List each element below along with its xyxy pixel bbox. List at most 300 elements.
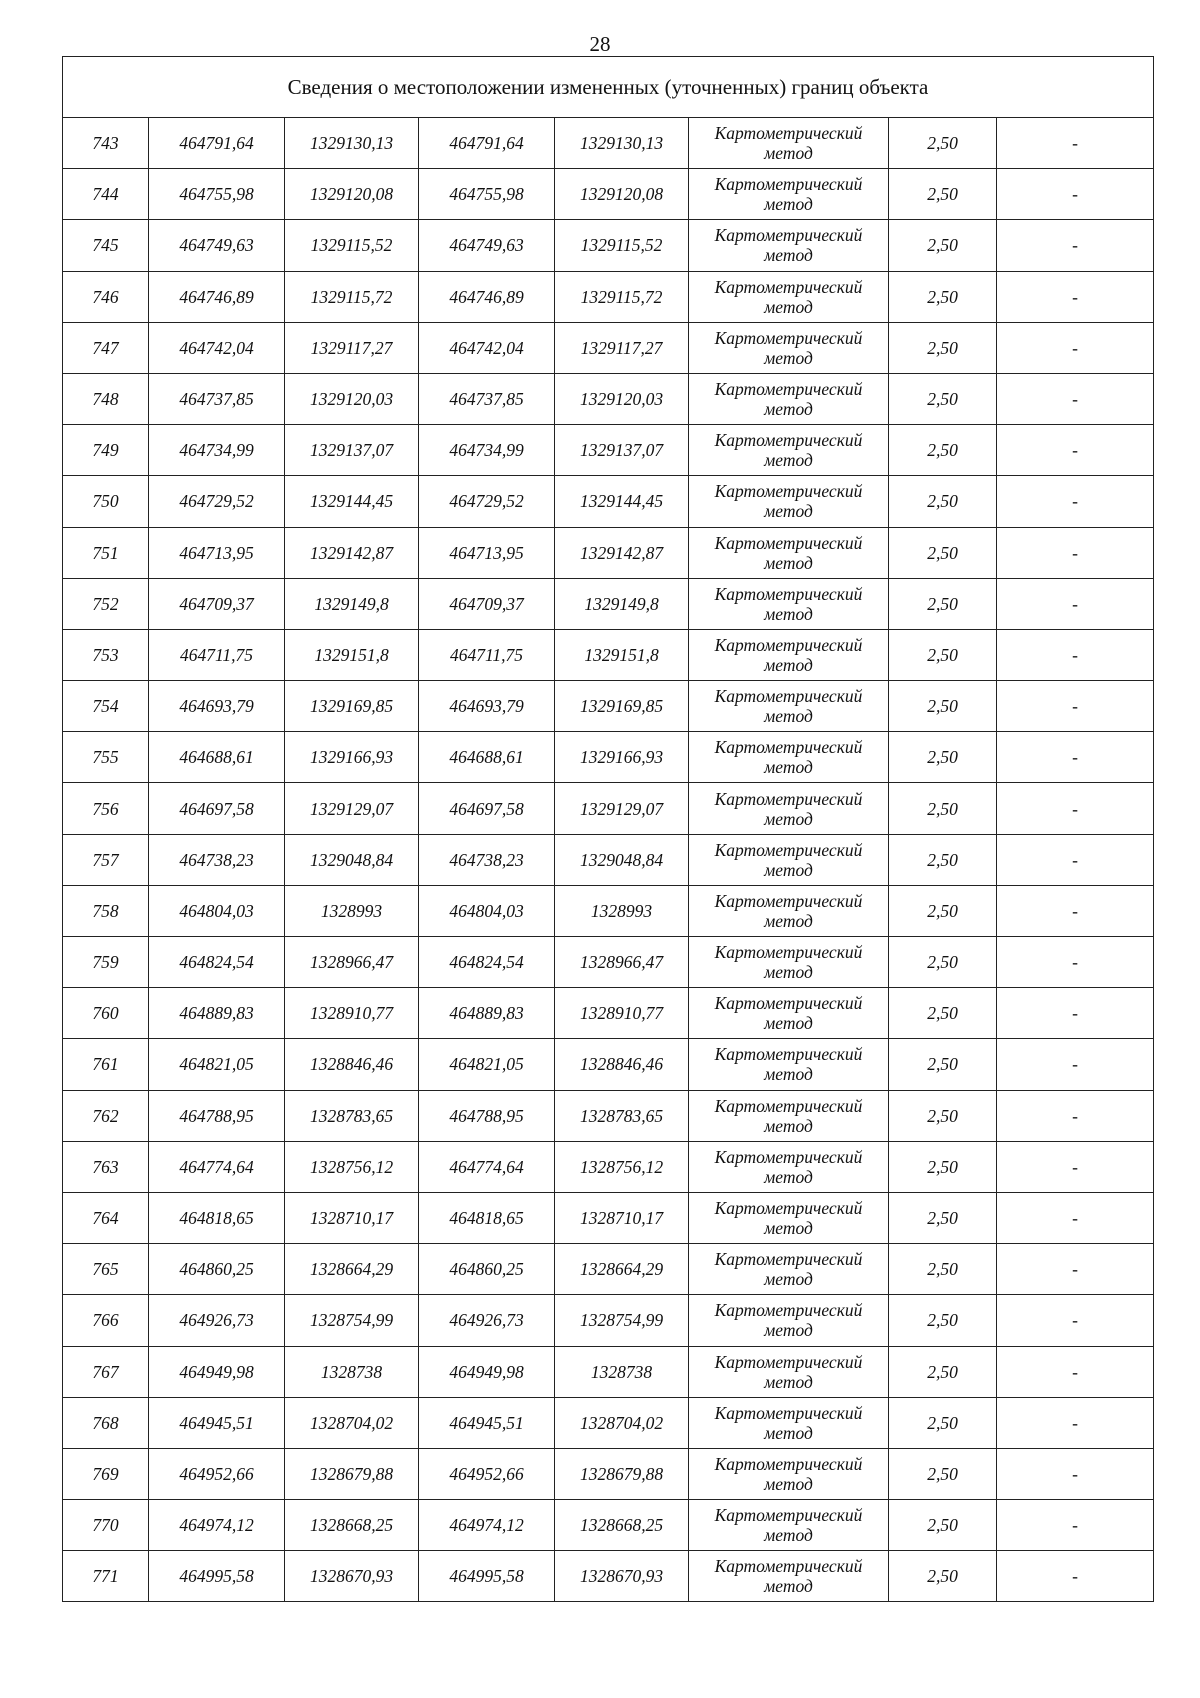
- precision-value: 2,50: [889, 1192, 997, 1243]
- point-number: 769: [63, 1448, 149, 1499]
- method-line-2: метод: [764, 1320, 813, 1341]
- precision-value: 2,50: [889, 476, 997, 527]
- existing-x-coordinate: 464693,79: [149, 681, 285, 732]
- method-line-1: Картометрический: [714, 123, 863, 144]
- point-number: 766: [63, 1295, 149, 1346]
- existing-y-coordinate: 1328679,88: [285, 1448, 419, 1499]
- method-line-2: метод: [764, 1473, 813, 1494]
- existing-y-coordinate: 1328668,25: [285, 1500, 419, 1551]
- refined-y-coordinate: 1328704,02: [555, 1397, 689, 1448]
- existing-y-coordinate: 1328704,02: [285, 1397, 419, 1448]
- refined-x-coordinate: 464737,85: [419, 373, 555, 424]
- refined-y-coordinate: 1328710,17: [555, 1192, 689, 1243]
- table-row: [63, 578, 1154, 629]
- existing-x-coordinate: 464742,04: [149, 322, 285, 373]
- existing-x-coordinate: 464746,89: [149, 271, 285, 322]
- point-number: 747: [63, 322, 149, 373]
- existing-y-coordinate: 1328846,46: [285, 1039, 419, 1090]
- determination-method: [689, 1397, 889, 1448]
- precision-value: 2,50: [889, 271, 997, 322]
- method-line-1: Картометрический: [714, 1402, 863, 1423]
- table-row: [63, 1090, 1154, 1141]
- point-number: 760: [63, 988, 149, 1039]
- refined-x-coordinate: 464749,63: [419, 220, 555, 271]
- point-number: 753: [63, 629, 149, 680]
- table-row: [63, 1141, 1154, 1192]
- precision-value: 2,50: [889, 732, 997, 783]
- existing-x-coordinate: 464709,37: [149, 578, 285, 629]
- method-line-1: Картометрический: [714, 993, 863, 1014]
- table-row: [63, 220, 1154, 271]
- method-line-1: Картометрический: [714, 430, 863, 451]
- determination-method: [689, 220, 889, 271]
- point-number: 764: [63, 1192, 149, 1243]
- point-description: -: [997, 1551, 1154, 1602]
- table-row: [63, 834, 1154, 885]
- refined-y-coordinate: 1329120,03: [555, 373, 689, 424]
- point-description: -: [997, 527, 1154, 578]
- existing-y-coordinate: 1329048,84: [285, 834, 419, 885]
- refined-y-coordinate: 1328668,25: [555, 1500, 689, 1551]
- method-line-1: Картометрический: [714, 379, 863, 400]
- point-description: -: [997, 322, 1154, 373]
- existing-x-coordinate: 464818,65: [149, 1192, 285, 1243]
- determination-method: [689, 1448, 889, 1499]
- method-line-2: метод: [764, 450, 813, 471]
- determination-method: [689, 118, 889, 169]
- point-number: 763: [63, 1141, 149, 1192]
- refined-y-coordinate: 1329117,27: [555, 322, 689, 373]
- point-description: -: [997, 1500, 1154, 1551]
- existing-y-coordinate: 1328664,29: [285, 1244, 419, 1295]
- precision-value: 2,50: [889, 1500, 997, 1551]
- method-line-2: метод: [764, 194, 813, 215]
- point-number: 757: [63, 834, 149, 885]
- point-number: 759: [63, 937, 149, 988]
- precision-value: 2,50: [889, 1039, 997, 1090]
- refined-x-coordinate: 464738,23: [419, 834, 555, 885]
- point-number: 768: [63, 1397, 149, 1448]
- table-row: [63, 988, 1154, 1039]
- existing-y-coordinate: 1329142,87: [285, 527, 419, 578]
- refined-y-coordinate: 1328910,77: [555, 988, 689, 1039]
- determination-method: [689, 1141, 889, 1192]
- method-line-1: Картометрический: [714, 1505, 863, 1526]
- method-line-2: метод: [764, 962, 813, 983]
- determination-method: [689, 783, 889, 834]
- determination-method: [689, 169, 889, 220]
- point-number: 748: [63, 373, 149, 424]
- refined-x-coordinate: 464804,03: [419, 885, 555, 936]
- existing-x-coordinate: 464949,98: [149, 1346, 285, 1397]
- point-description: -: [997, 169, 1154, 220]
- method-line-2: метод: [764, 1576, 813, 1597]
- method-line-1: Картометрический: [714, 737, 863, 758]
- table-row: [63, 783, 1154, 834]
- table-row: [63, 1448, 1154, 1499]
- existing-y-coordinate: 1329130,13: [285, 118, 419, 169]
- point-description: -: [997, 834, 1154, 885]
- table-row: [63, 527, 1154, 578]
- refined-x-coordinate: 464821,05: [419, 1039, 555, 1090]
- precision-value: 2,50: [889, 322, 997, 373]
- point-number: 754: [63, 681, 149, 732]
- refined-x-coordinate: 464860,25: [419, 1244, 555, 1295]
- refined-y-coordinate: 1328670,93: [555, 1551, 689, 1602]
- method-line-2: метод: [764, 654, 813, 675]
- table-row: [63, 937, 1154, 988]
- method-line-2: метод: [764, 1269, 813, 1290]
- determination-method: [689, 988, 889, 1039]
- method-line-1: Картометрический: [714, 276, 863, 297]
- existing-x-coordinate: 464945,51: [149, 1397, 285, 1448]
- point-description: -: [997, 1295, 1154, 1346]
- method-line-1: Картометрический: [714, 942, 863, 963]
- point-description: -: [997, 578, 1154, 629]
- refined-x-coordinate: 464742,04: [419, 322, 555, 373]
- method-line-1: Картометрический: [714, 788, 863, 809]
- determination-method: [689, 322, 889, 373]
- precision-value: 2,50: [889, 1346, 997, 1397]
- table-row: [63, 1346, 1154, 1397]
- precision-value: 2,50: [889, 220, 997, 271]
- determination-method: [689, 1346, 889, 1397]
- determination-method: [689, 578, 889, 629]
- determination-method: [689, 681, 889, 732]
- boundary-coordinates-table: [62, 56, 1154, 1602]
- method-line-1: Картометрический: [714, 1146, 863, 1167]
- precision-value: 2,50: [889, 373, 997, 424]
- point-number: 761: [63, 1039, 149, 1090]
- method-line-1: Картометрический: [714, 1351, 863, 1372]
- method-line-2: метод: [764, 347, 813, 368]
- point-number: 743: [63, 118, 149, 169]
- refined-x-coordinate: 464713,95: [419, 527, 555, 578]
- refined-x-coordinate: 464824,54: [419, 937, 555, 988]
- method-line-2: метод: [764, 399, 813, 420]
- method-line-2: метод: [764, 1525, 813, 1546]
- determination-method: [689, 476, 889, 527]
- refined-x-coordinate: 464889,83: [419, 988, 555, 1039]
- point-description: -: [997, 118, 1154, 169]
- refined-y-coordinate: 1328783,65: [555, 1090, 689, 1141]
- refined-y-coordinate: 1329149,8: [555, 578, 689, 629]
- point-description: -: [997, 1192, 1154, 1243]
- method-line-1: Картометрический: [714, 174, 863, 195]
- point-description: -: [997, 937, 1154, 988]
- refined-x-coordinate: 464734,99: [419, 425, 555, 476]
- refined-x-coordinate: 464709,37: [419, 578, 555, 629]
- refined-y-coordinate: 1328679,88: [555, 1448, 689, 1499]
- refined-y-coordinate: 1328754,99: [555, 1295, 689, 1346]
- method-line-2: метод: [764, 603, 813, 624]
- refined-y-coordinate: 1329151,8: [555, 629, 689, 680]
- point-description: -: [997, 476, 1154, 527]
- precision-value: 2,50: [889, 1295, 997, 1346]
- existing-y-coordinate: 1329117,27: [285, 322, 419, 373]
- method-line-1: Картометрический: [714, 1556, 863, 1577]
- point-description: -: [997, 1141, 1154, 1192]
- point-description: -: [997, 1039, 1154, 1090]
- refined-y-coordinate: 1329142,87: [555, 527, 689, 578]
- method-line-1: Картометрический: [714, 1044, 863, 1065]
- existing-x-coordinate: 464737,85: [149, 373, 285, 424]
- determination-method: [689, 732, 889, 783]
- existing-y-coordinate: 1328756,12: [285, 1141, 419, 1192]
- table-row: [63, 1244, 1154, 1295]
- refined-x-coordinate: 464746,89: [419, 271, 555, 322]
- method-line-2: метод: [764, 757, 813, 778]
- existing-y-coordinate: 1329144,45: [285, 476, 419, 527]
- existing-y-coordinate: 1329151,8: [285, 629, 419, 680]
- table-row: [63, 1551, 1154, 1602]
- precision-value: 2,50: [889, 578, 997, 629]
- table-body: [63, 118, 1154, 1602]
- existing-y-coordinate: 1329120,03: [285, 373, 419, 424]
- method-line-2: метод: [764, 296, 813, 317]
- point-number: 744: [63, 169, 149, 220]
- precision-value: 2,50: [889, 988, 997, 1039]
- method-line-2: метод: [764, 1371, 813, 1392]
- point-description: -: [997, 271, 1154, 322]
- point-description: -: [997, 1448, 1154, 1499]
- point-number: 745: [63, 220, 149, 271]
- table-title: Сведения о местоположении измененных (уточненных) границ объекта: [63, 57, 1154, 118]
- existing-x-coordinate: 464860,25: [149, 1244, 285, 1295]
- refined-y-coordinate: 1329169,85: [555, 681, 689, 732]
- table-row: [63, 373, 1154, 424]
- refined-x-coordinate: 464818,65: [419, 1192, 555, 1243]
- refined-y-coordinate: 1329137,07: [555, 425, 689, 476]
- existing-y-coordinate: 1328993: [285, 885, 419, 936]
- table-row: [63, 732, 1154, 783]
- refined-x-coordinate: 464774,64: [419, 1141, 555, 1192]
- refined-y-coordinate: 1328756,12: [555, 1141, 689, 1192]
- method-line-1: Картометрический: [714, 890, 863, 911]
- existing-x-coordinate: 464749,63: [149, 220, 285, 271]
- refined-y-coordinate: 1329120,08: [555, 169, 689, 220]
- refined-x-coordinate: 464697,58: [419, 783, 555, 834]
- point-description: -: [997, 1090, 1154, 1141]
- existing-x-coordinate: 464821,05: [149, 1039, 285, 1090]
- precision-value: 2,50: [889, 169, 997, 220]
- point-number: 767: [63, 1346, 149, 1397]
- refined-x-coordinate: 464729,52: [419, 476, 555, 527]
- determination-method: [689, 1039, 889, 1090]
- determination-method: [689, 373, 889, 424]
- point-description: -: [997, 1346, 1154, 1397]
- existing-x-coordinate: 464688,61: [149, 732, 285, 783]
- existing-y-coordinate: 1328738: [285, 1346, 419, 1397]
- existing-x-coordinate: 464824,54: [149, 937, 285, 988]
- determination-method: [689, 1244, 889, 1295]
- table-row: [63, 476, 1154, 527]
- existing-x-coordinate: 464974,12: [149, 1500, 285, 1551]
- existing-x-coordinate: 464791,64: [149, 118, 285, 169]
- method-line-2: метод: [764, 1115, 813, 1136]
- existing-y-coordinate: 1329166,93: [285, 732, 419, 783]
- determination-method: [689, 425, 889, 476]
- method-line-2: метод: [764, 245, 813, 266]
- precision-value: 2,50: [889, 1244, 997, 1295]
- point-number: 749: [63, 425, 149, 476]
- precision-value: 2,50: [889, 885, 997, 936]
- existing-x-coordinate: 464926,73: [149, 1295, 285, 1346]
- table-row: [63, 1039, 1154, 1090]
- refined-x-coordinate: 464788,95: [419, 1090, 555, 1141]
- point-number: 752: [63, 578, 149, 629]
- refined-y-coordinate: 1328966,47: [555, 937, 689, 988]
- existing-x-coordinate: 464729,52: [149, 476, 285, 527]
- precision-value: 2,50: [889, 937, 997, 988]
- point-description: -: [997, 885, 1154, 936]
- method-line-1: Картометрический: [714, 686, 863, 707]
- refined-y-coordinate: 1329115,72: [555, 271, 689, 322]
- existing-x-coordinate: 464995,58: [149, 1551, 285, 1602]
- existing-y-coordinate: 1329129,07: [285, 783, 419, 834]
- refined-x-coordinate: 464949,98: [419, 1346, 555, 1397]
- precision-value: 2,50: [889, 118, 997, 169]
- existing-x-coordinate: 464788,95: [149, 1090, 285, 1141]
- table-row: [63, 681, 1154, 732]
- method-line-1: Картометрический: [714, 1300, 863, 1321]
- method-line-2: метод: [764, 706, 813, 727]
- existing-x-coordinate: 464713,95: [149, 527, 285, 578]
- existing-x-coordinate: 464697,58: [149, 783, 285, 834]
- existing-x-coordinate: 464755,98: [149, 169, 285, 220]
- method-line-1: Картометрический: [714, 1249, 863, 1270]
- determination-method: [689, 1500, 889, 1551]
- existing-x-coordinate: 464738,23: [149, 834, 285, 885]
- refined-y-coordinate: 1329048,84: [555, 834, 689, 885]
- existing-y-coordinate: 1329115,52: [285, 220, 419, 271]
- determination-method: [689, 937, 889, 988]
- existing-y-coordinate: 1328910,77: [285, 988, 419, 1039]
- method-line-1: Картометрический: [714, 583, 863, 604]
- existing-x-coordinate: 464774,64: [149, 1141, 285, 1192]
- refined-x-coordinate: 464974,12: [419, 1500, 555, 1551]
- method-line-2: метод: [764, 1166, 813, 1187]
- method-line-1: Картометрический: [714, 532, 863, 553]
- table-row: [63, 1397, 1154, 1448]
- determination-method: [689, 1192, 889, 1243]
- precision-value: 2,50: [889, 1551, 997, 1602]
- existing-x-coordinate: 464711,75: [149, 629, 285, 680]
- point-description: -: [997, 425, 1154, 476]
- existing-y-coordinate: 1329120,08: [285, 169, 419, 220]
- point-description: -: [997, 783, 1154, 834]
- method-line-2: метод: [764, 1218, 813, 1239]
- precision-value: 2,50: [889, 834, 997, 885]
- method-line-2: метод: [764, 143, 813, 164]
- determination-method: [689, 1295, 889, 1346]
- point-description: -: [997, 373, 1154, 424]
- refined-y-coordinate: 1329130,13: [555, 118, 689, 169]
- refined-y-coordinate: 1328738: [555, 1346, 689, 1397]
- method-line-1: Картометрический: [714, 839, 863, 860]
- existing-y-coordinate: 1328966,47: [285, 937, 419, 988]
- point-number: 771: [63, 1551, 149, 1602]
- table-row: [63, 885, 1154, 936]
- point-description: -: [997, 220, 1154, 271]
- point-number: 751: [63, 527, 149, 578]
- precision-value: 2,50: [889, 681, 997, 732]
- refined-x-coordinate: 464926,73: [419, 1295, 555, 1346]
- precision-value: 2,50: [889, 1141, 997, 1192]
- method-line-2: метод: [764, 1013, 813, 1034]
- precision-value: 2,50: [889, 629, 997, 680]
- point-number: 762: [63, 1090, 149, 1141]
- precision-value: 2,50: [889, 783, 997, 834]
- table-row: [63, 1192, 1154, 1243]
- existing-x-coordinate: 464734,99: [149, 425, 285, 476]
- point-description: -: [997, 681, 1154, 732]
- refined-x-coordinate: 464755,98: [419, 169, 555, 220]
- method-line-2: метод: [764, 910, 813, 931]
- point-number: 750: [63, 476, 149, 527]
- existing-x-coordinate: 464889,83: [149, 988, 285, 1039]
- existing-y-coordinate: 1328783,65: [285, 1090, 419, 1141]
- method-line-1: Картометрический: [714, 225, 863, 246]
- point-description: -: [997, 629, 1154, 680]
- table-row: [63, 425, 1154, 476]
- method-line-2: метод: [764, 808, 813, 829]
- existing-x-coordinate: 464804,03: [149, 885, 285, 936]
- method-line-1: Картометрический: [714, 327, 863, 348]
- point-number: 755: [63, 732, 149, 783]
- table-row: [63, 1295, 1154, 1346]
- refined-x-coordinate: 464791,64: [419, 118, 555, 169]
- method-line-2: метод: [764, 501, 813, 522]
- refined-y-coordinate: 1328993: [555, 885, 689, 936]
- point-number: 756: [63, 783, 149, 834]
- refined-y-coordinate: 1329166,93: [555, 732, 689, 783]
- precision-value: 2,50: [889, 1090, 997, 1141]
- refined-y-coordinate: 1328664,29: [555, 1244, 689, 1295]
- point-description: -: [997, 988, 1154, 1039]
- table-row: [63, 118, 1154, 169]
- point-description: -: [997, 1244, 1154, 1295]
- refined-x-coordinate: 464945,51: [419, 1397, 555, 1448]
- existing-x-coordinate: 464952,66: [149, 1448, 285, 1499]
- method-line-2: метод: [764, 1064, 813, 1085]
- method-line-1: Картометрический: [714, 1453, 863, 1474]
- point-number: 746: [63, 271, 149, 322]
- method-line-1: Картометрический: [714, 1095, 863, 1116]
- existing-y-coordinate: 1329115,72: [285, 271, 419, 322]
- determination-method: [689, 834, 889, 885]
- method-line-2: метод: [764, 859, 813, 880]
- refined-x-coordinate: 464952,66: [419, 1448, 555, 1499]
- existing-y-coordinate: 1329149,8: [285, 578, 419, 629]
- method-line-2: метод: [764, 552, 813, 573]
- table-row: [63, 629, 1154, 680]
- existing-y-coordinate: 1328710,17: [285, 1192, 419, 1243]
- refined-y-coordinate: 1329144,45: [555, 476, 689, 527]
- point-number: 770: [63, 1500, 149, 1551]
- precision-value: 2,50: [889, 1448, 997, 1499]
- point-description: -: [997, 732, 1154, 783]
- refined-x-coordinate: 464688,61: [419, 732, 555, 783]
- method-line-1: Картометрический: [714, 1198, 863, 1219]
- refined-y-coordinate: 1329115,52: [555, 220, 689, 271]
- method-line-1: Картометрический: [714, 481, 863, 502]
- table-row: [63, 322, 1154, 373]
- point-number: 758: [63, 885, 149, 936]
- precision-value: 2,50: [889, 1397, 997, 1448]
- determination-method: [689, 1090, 889, 1141]
- determination-method: [689, 527, 889, 578]
